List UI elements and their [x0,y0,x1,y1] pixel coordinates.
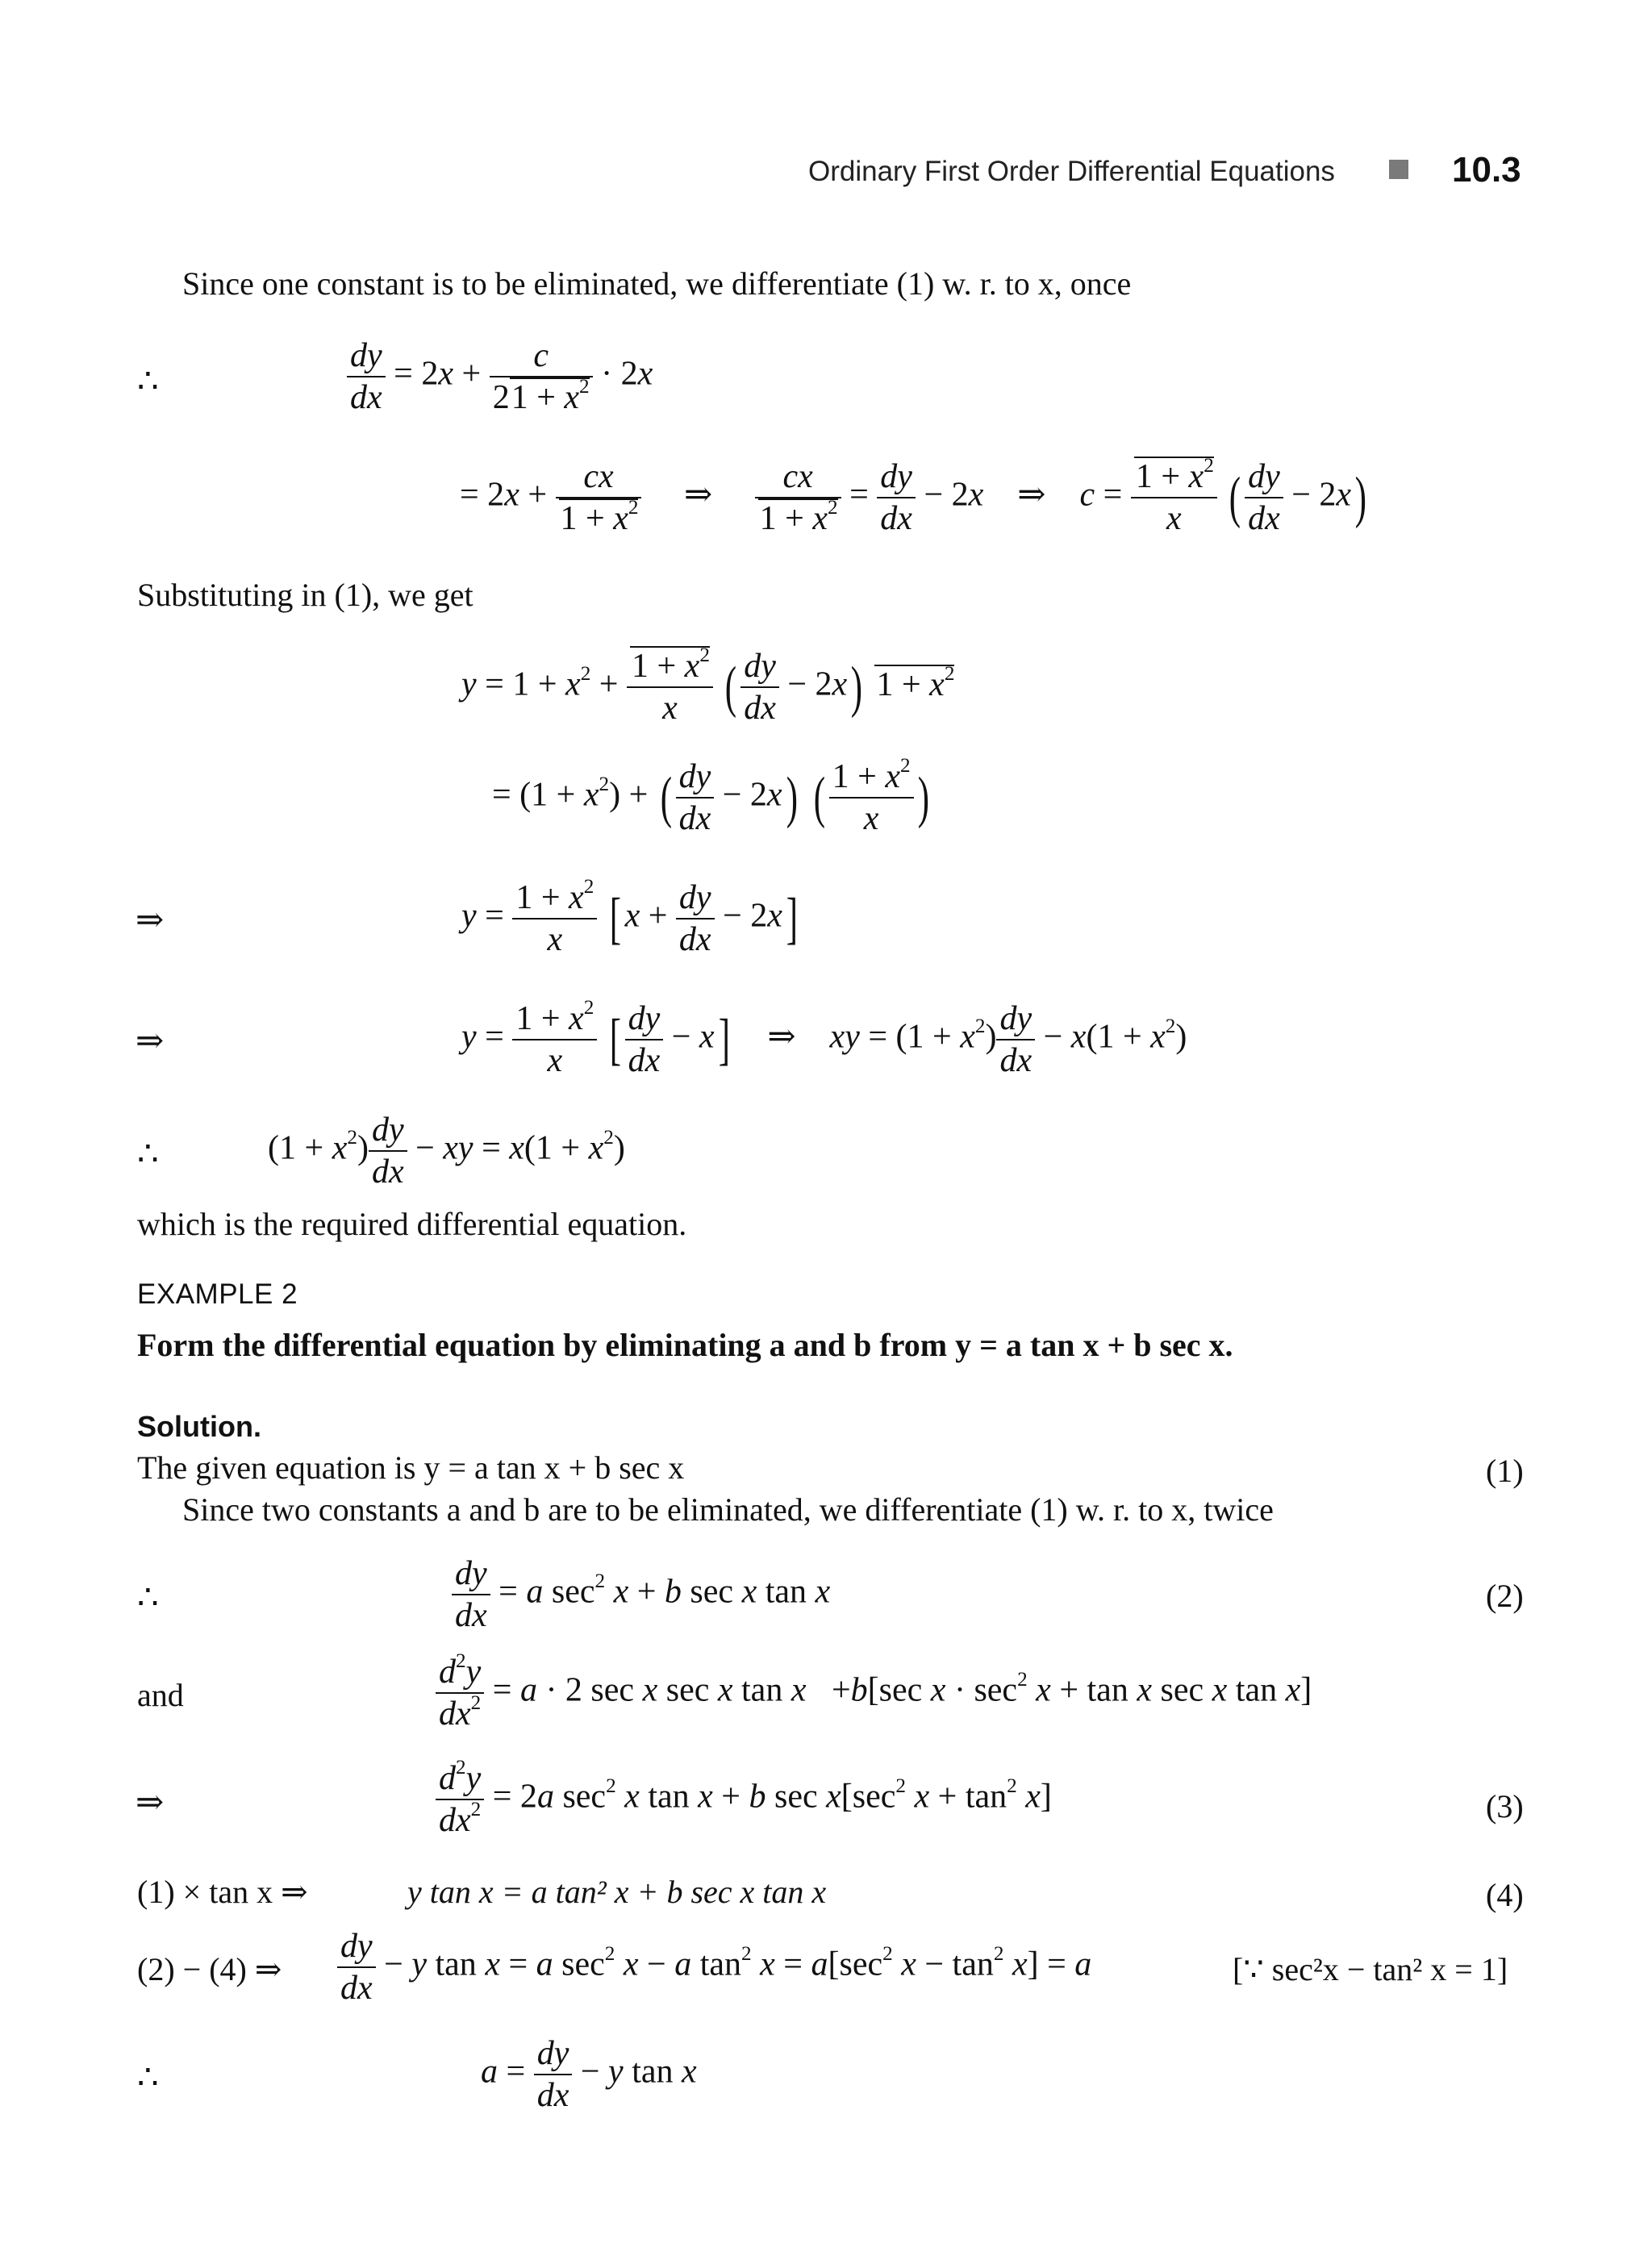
equation-number-2: (2) [1486,1578,1524,1614]
substituted-equation: $y = 1 + x^2$ + $\frac{1 + x^2}{x}$ ( $\frac{dy}{dx}$ − 2x) $1 + x^2$ [461,644,955,727]
substituting-line: Substituting in (1), we get [137,577,473,613]
and-label: and [137,1677,184,1713]
second-derivative-simplified: $\frac{d^2y}{dx^2}$ = 2a $\sec^2 x$ tan x + b $\sec x[\sec^2$ $x + \tan^2 x$] [436,1762,1052,1837]
therefore-symbol-2: ∴ [137,1136,159,1173]
step4-label: (1) × tan x ⇒ [137,1874,308,1910]
identity-note: [∵ sec²x − tan² x = 1] [1233,1951,1508,1987]
required-line: which is the required differential equation. [137,1206,687,1242]
example-label: EXAMPLE 2 [137,1278,298,1310]
running-title: Ordinary First Order Differential Equations [808,156,1335,187]
step4-equation: y tan x = a tan² x + b sec x tan x [407,1874,827,1910]
equation-number-4: (4) [1486,1877,1524,1913]
example-statement: Form the differential equation by eliminating a and b from y = a tan x + b sec x. [137,1327,1233,1363]
therefore-symbol-3: ∴ [137,1579,159,1616]
step5-label: (2) − (4) ⇒ [137,1951,282,1987]
equation-number-1: (1) [1486,1453,1524,1489]
given-equation-line: The given equation is y = a tan x + b sec x [137,1449,685,1486]
xy-equation: y = $\frac{1 + x^2}{x}$ [ $\frac{dy}{dx}$ − x] ⇒ xy = $(1 + x^2)$ $\frac{dy}{dx}$ − $x(1 + x^2)$ [461,997,1187,1079]
therefore-symbol: ∴ [137,363,159,400]
final-differential-equation: $(1 + x^2)$ $\frac{dy}{dx}$ − xy = $x(1 + x^2)$ [268,1111,625,1191]
equation-number-3: (3) [1486,1788,1524,1824]
twice-line: Since two constants a and b are to be eliminated, we differentiate (1) w. r. to x, twice [182,1491,1274,1528]
solution-label: Solution. [137,1410,261,1443]
header-square-icon [1389,160,1408,179]
intro-line: Since one constant is to be eliminated, we differentiate (1) w. r. to x, once [182,265,1132,302]
page-number: 10.3 [1452,150,1521,190]
implies-symbol-3: ⇒ [136,1784,165,1821]
a-result-equation: a = $\frac{dy}{dx}$ − y tan x [481,2035,697,2114]
simplified-equation: = $(1 + x^2)$ + ( $\frac{dy}{dx}$ − 2x) ( $\frac{1 + x^2}{x}$ ) [492,755,929,837]
second-derivative-equation: $\frac{d^2y}{dx^2}$ = a · 2 sec x sec x tan x +b[sec $x \cdot \sec^2 x + \tan x$ sec x tan x] [436,1655,1312,1731]
derivative-equation: $\frac{dy}{dx}$ = 2x + $\frac{c}{21 + x^2}$ · 2x [347,339,653,415]
first-derivative-equation: $\frac{dy}{dx}$ = a $\sec^2 x + b$ sec x tan x [452,1557,830,1633]
implies-symbol-1: ⇒ [136,902,165,939]
bracket-equation: y = $\frac{1 + x^2}{x}$ [ x + $\frac{dy}{dx}$ − 2x] [461,876,798,958]
c-solution-equation: = 2x + $\frac{cx}{1 + x^2}$ ⇒ $\frac{cx}{1 + x^2}$ = $\frac{dy}{dx}$ − 2x ⇒ c = $\frac{1 + x^2}{x}$ ( $\frac{dy}{dx}$ − 2x) [460,455,1367,537]
therefore-symbol-4: ∴ [137,2059,159,2096]
implies-symbol-2: ⇒ [136,1023,165,1060]
step5-equation: $\frac{dy}{dx}$ − y tan x = a $\sec^2 x - a$ $\tan^2 x = a[\sec^2$ $x - \tan^2 x] = a$ [337,1929,1091,2005]
